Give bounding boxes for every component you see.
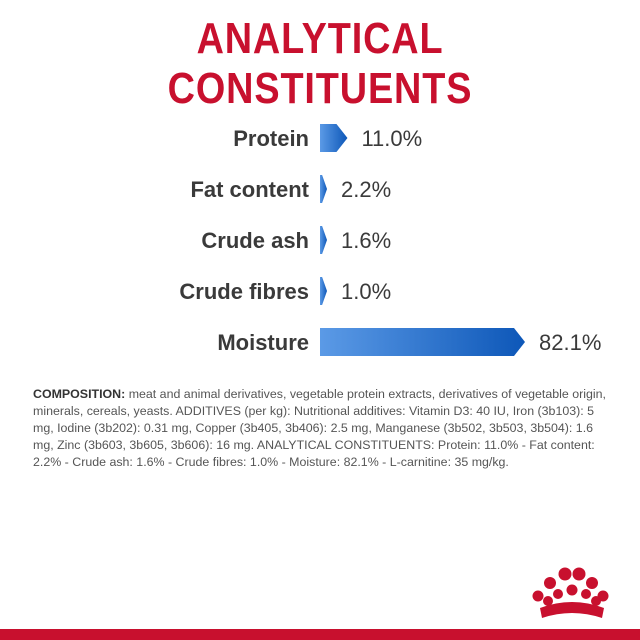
value-label-crude-ash: 1.6% <box>341 228 392 253</box>
composition-body: meat and animal derivatives, vegetable protein extracts, derivatives of vegetable origin, minerals, cereals, yeasts. ADDITIVES (per kg): Nutritional additives: Vitamin D3: 40 IU, Iron (3b103): 5 mg, Iodine (3b202): 0.31 mg, Copper (3b405, 3b406): 2.5 mg, Manganese (3b502, 3b503, 3b504): 1.6 mg, Zinc (3b603, 3b605, 3b606): 16 mg. ANALYTICAL CONSTITUENTS: Protein: 11.0% - Fat content: 2.2% - Crude ash: 1.6% - Crude fibres: 1.0% - Moisture: 82.1% - L-carnitine: 35 mg/kg. <box>33 387 606 469</box>
category-label-moisture: Moisture <box>217 330 309 355</box>
composition-heading: COMPOSITION: <box>33 387 126 401</box>
category-label-crude-ash: Crude ash <box>201 228 309 253</box>
category-label-fat-content: Fat content <box>190 177 309 202</box>
bar-protein <box>320 124 347 152</box>
royal-canin-crown-logo-icon <box>526 566 612 620</box>
bar-fat-content <box>320 175 327 203</box>
value-label-fat-content: 2.2% <box>341 177 392 202</box>
value-label-protein: 11.0% <box>361 126 423 151</box>
bottom-brand-stripe <box>0 629 640 640</box>
category-label-protein: Protein <box>233 126 309 151</box>
category-label-crude-fibres: Crude fibres <box>179 279 309 304</box>
bar-crude-ash <box>320 226 327 254</box>
bar-moisture <box>320 328 525 356</box>
constituents-bar-chart <box>0 110 640 360</box>
page-title: ANALYTICAL CONSTITUENTS <box>167 14 473 113</box>
value-label-crude-fibres: 1.0% <box>341 279 392 304</box>
composition-text <box>33 386 613 471</box>
value-label-moisture: 82.1% <box>539 330 602 355</box>
bar-crude-fibres <box>320 277 327 305</box>
